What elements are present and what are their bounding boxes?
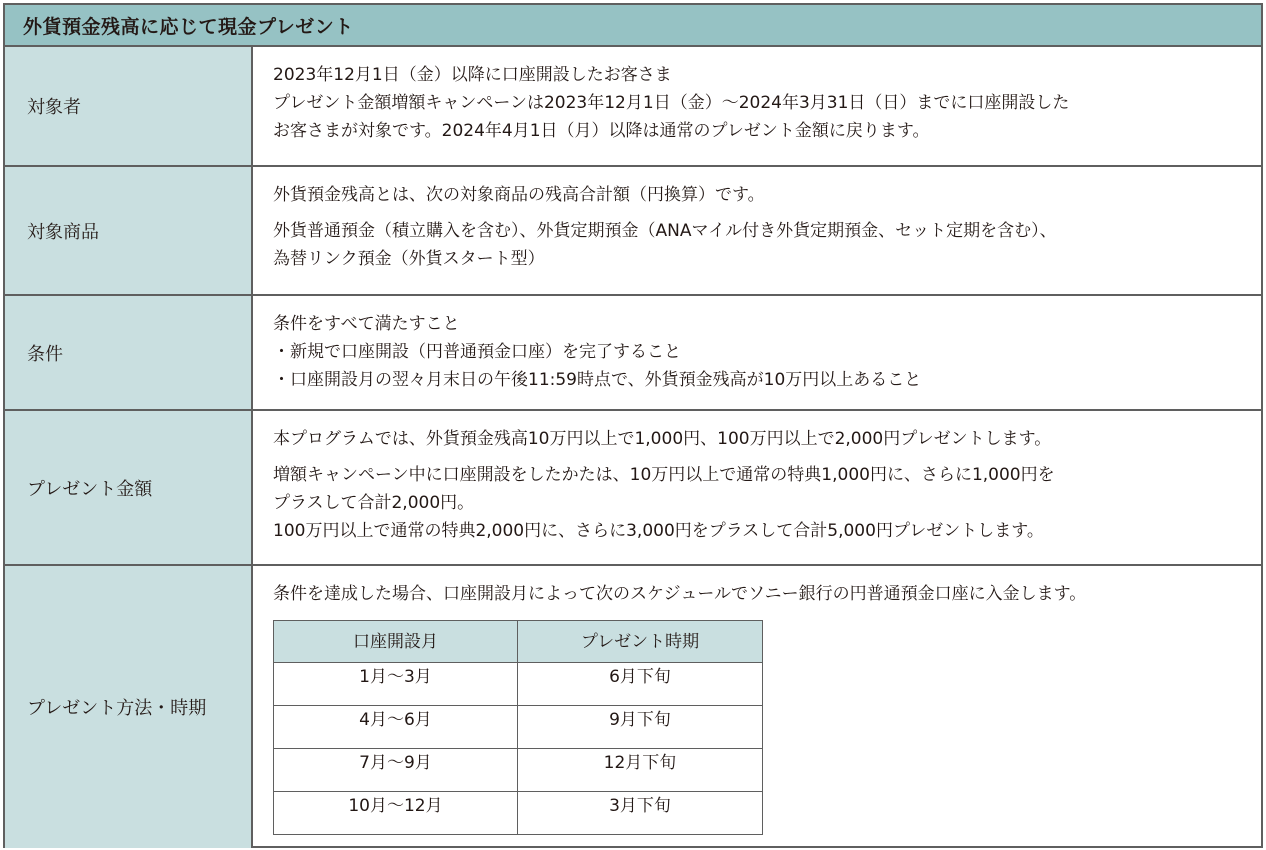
content-line: 条件をすべて満たすこと [273, 314, 460, 334]
table-row [5, 166, 1261, 295]
row-content-eligible [252, 47, 1261, 166]
content-line: プレゼント金額増額キャンペーンは2023年12月1日（金）～2024年3月31日（日）までに口座開設した [273, 93, 1070, 113]
schedule-cell: 10月～12月 [274, 792, 518, 835]
schedule-row [274, 663, 763, 706]
content-line: 外貨普通預金（積立購入を含む）、外貨定期預金（ANAマイル付き外貨定期預金、セット定期を含む）、 [273, 221, 1057, 241]
schedule-header-row [274, 621, 763, 663]
schedule-header-open-month: 口座開設月 [274, 621, 518, 663]
schedule-row [274, 749, 763, 792]
content-line: 増額キャンペーン中に口座開設をしたかたは、10万円以上で通常の特典1,000円に、さらに1,000円を [273, 465, 1055, 485]
content-line: 100万円以上で通常の特典2,000円に、さらに3,000円をプラスして合計5,000円プレゼントします。 [273, 521, 1044, 541]
row-label-amount: プレゼント金額 [5, 410, 252, 565]
row-content-conditions [252, 295, 1261, 410]
table-row [5, 295, 1261, 410]
schedule-header-present-time: プレゼント時期 [518, 621, 763, 663]
content-line: 本プログラムでは、外貨預金残高10万円以上で1,000円、100万円以上で2,000円プレゼントします。 [273, 429, 1052, 449]
schedule-cell: 1月～3月 [274, 663, 518, 706]
content-line: 2023年12月1日（金）以降に口座開設したお客さま [273, 65, 672, 85]
row-content-amount [252, 410, 1261, 565]
schedule-cell: 3月下旬 [518, 792, 763, 835]
row-content-products [252, 166, 1261, 295]
schedule-cell: 7月～9月 [274, 749, 518, 792]
schedule-cell: 12月下旬 [518, 749, 763, 792]
content-line: ・新規で口座開設（円普通預金口座）を完了すること [273, 342, 681, 362]
content-line: 条件を達成した場合、口座開設月によって次のスケジュールでソニー銀行の円普通預金口座に入金します。 [273, 584, 1087, 604]
content-line: 為替リンク預金（外貨スタート型） [273, 249, 545, 269]
campaign-info-panel [3, 3, 1263, 848]
row-label-method: プレゼント方法・時期 [5, 565, 252, 848]
row-label-eligible: 対象者 [5, 47, 252, 166]
row-label-conditions: 条件 [5, 295, 252, 410]
table-row [5, 565, 1261, 848]
campaign-details-table [5, 47, 1261, 848]
row-label-products: 対象商品 [5, 166, 252, 295]
row-content-method [252, 565, 1261, 848]
content-line: 外貨預金残高とは、次の対象商品の残高合計額（円換算）です。 [273, 185, 765, 205]
content-line: ・口座開設月の翌々月末日の午後11:59時点で、外貨預金残高が10万円以上あること [273, 370, 922, 390]
content-line: プラスして合計2,000円。 [273, 493, 475, 513]
schedule-cell: 6月下旬 [518, 663, 763, 706]
schedule-table [273, 620, 763, 835]
schedule-row [274, 706, 763, 749]
schedule-cell: 4月～6月 [274, 706, 518, 749]
schedule-row [274, 792, 763, 835]
panel-title: 外貨預金残高に応じて現金プレゼント [5, 5, 1261, 47]
table-row [5, 410, 1261, 565]
content-line: お客さまが対象です。2024年4月1日（月）以降は通常のプレゼント金額に戻ります。 [273, 121, 930, 141]
schedule-cell: 9月下旬 [518, 706, 763, 749]
table-row [5, 47, 1261, 166]
